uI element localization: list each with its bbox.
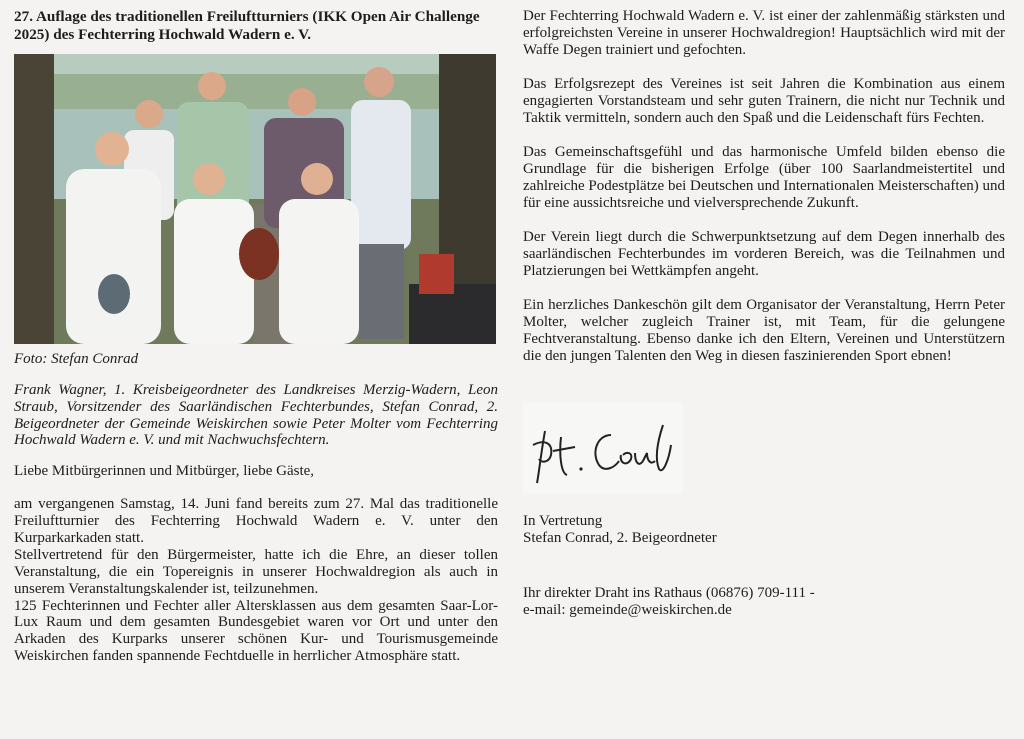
contact-phone: Ihr direkter Draht ins Rathaus (06876) 709-111 - [523, 585, 815, 601]
right-column [523, 8, 1005, 619]
right-paragraph-3: Das Gemeinschaftsgefühl und das harmonische Umfeld bilden ebenso die Grundlage für die bisherigen Erfolge (über 100 Saarlandmeistertitel und zahlreiche Podestplätze bei Deutschen und Internationalen Meisterschaften) und für eine aussichtsreiche und vielversprechende Zukunft. [523, 144, 1005, 211]
left-paragraph-1: am vergangenen Samstag, 14. Juni fand bereits zum 27. Mal das traditionelle Freiluftturnier des Fechterring Hochwald Wadern e. V. unter den Kurparkarkaden statt. [14, 496, 498, 546]
left-paragraph-3: 125 Fechterinnen und Fechter aller Altersklassen aus dem gesamten Saar-Lor-Lux Raum und dem gesamten Bundesgebiet waren vor Ort und unter den Arkaden des Kurparks unserer schönen Kur- und Tourismusgemeinde Weiskirchen fanden spannende Fechtduelle in herrlicher Atmosphäre statt. [14, 597, 498, 665]
group-photo-illustration [14, 54, 496, 344]
contact-email: e-mail: gemeinde@weiskirchen.de [523, 602, 732, 618]
signature-role: In Vertretung [523, 513, 603, 529]
article-headline: 27. Auflage des traditionellen Freiluftturniers (IKK Open Air Challenge 2025) des Fechterring Hochwald Wadern e. V. [14, 8, 480, 43]
signature-name: Stefan Conrad, 2. Beigeordneter [523, 530, 717, 546]
signature-scribble [523, 403, 683, 493]
right-paragraph-5: Ein herzliches Dankeschön gilt dem Organisator der Veranstaltung, Herrn Peter Molter, welcher zugleich Trainer ist, mit Team, für die gelungene Fechtveranstaltung. Ebenso danke ich den Eltern, Vereinen und Unterstützern die den jungen Talenten den Weg in diesen faszinierenden Sport ebnen! [523, 297, 1005, 364]
photo-caption: Frank Wagner, 1. Kreisbeigeordneter des Landkreises Merzig-Wadern, Leon Straub, Vorsitzender des Saarländischen Fechterbundes, Stefan Conrad, 2. Beigeordneter der Gemeinde Weiskirchen sowie Peter Molter vom Fechterring Hochwald Wadern e. V. und mit Nachwuchsfechtern. [14, 382, 498, 449]
right-paragraph-4: Der Verein liegt durch die Schwerpunktsetzung auf dem Degen innerhalb des saarländischen Fechterbundes im vorderen Bereich, was die Teilnahmen und Platzierungen bei Wettkämpfen angeht. [523, 229, 1005, 279]
signature [523, 403, 683, 493]
right-paragraph-1: Der Fechterring Hochwald Wadern e. V. ist einer der zahlenmäßig stärksten und erfolgreichsten Vereine in unserer Hochwaldregion! Hauptsächlich wird mit der Waffe Degen trainiert und gefochten. [523, 8, 1005, 58]
right-paragraph-2: Das Erfolgsrezept des Vereines ist seit Jahren die Kombination aus einem engagierten Vorstandsteam und sehr guten Trainern, die nicht nur Technik und Taktik vermitteln, sondern auch den Spaß und die Leidenschaft fürs Fechten. [523, 76, 1005, 126]
left-column [14, 8, 498, 665]
photo-credit: Foto: Stefan Conrad [14, 351, 139, 367]
group-photo [14, 54, 496, 344]
left-paragraph-2: Stellvertretend für den Bürgermeister, hatte ich die Ehre, an dieser tollen Veranstaltung, die ein Topereignis in unserer Hochwaldregion als auch in unserem Veranstaltungskalender ist, teilzunehmen. [14, 546, 498, 597]
greeting: Liebe Mitbürgerinnen und Mitbürger, liebe Gäste, [14, 463, 315, 480]
